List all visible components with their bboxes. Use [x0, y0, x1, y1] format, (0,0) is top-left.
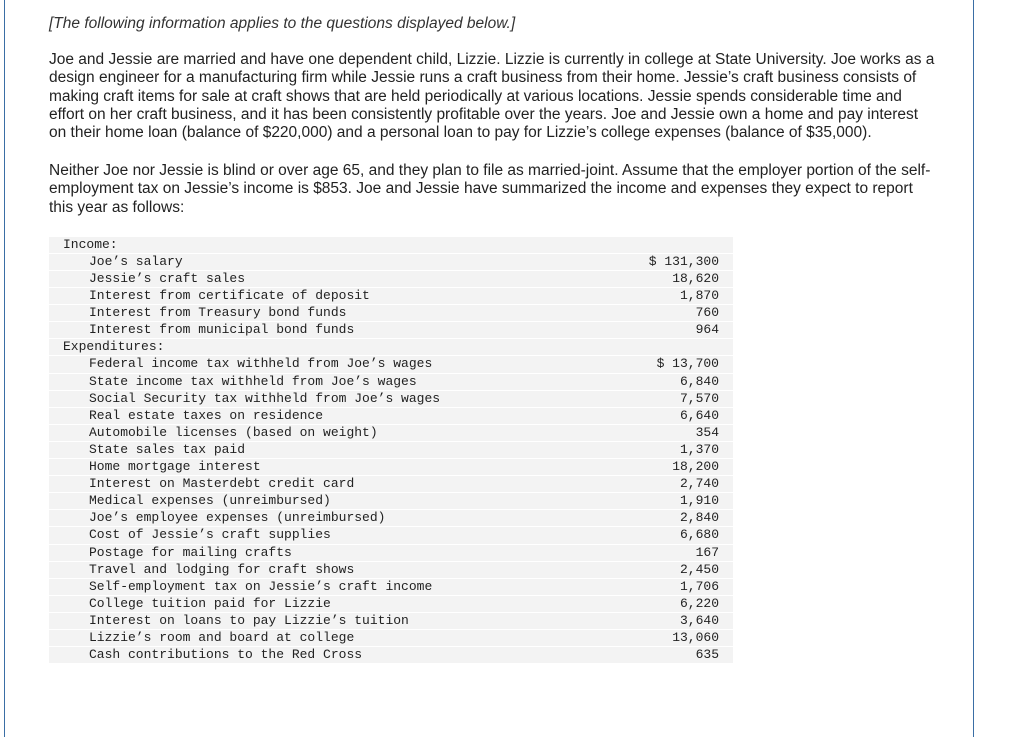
- table-row: [49, 595, 733, 612]
- table-row: [49, 561, 733, 578]
- row-label: Cost of Jessie’s craft supplies: [49, 527, 537, 544]
- table-row: [49, 253, 733, 270]
- table-row: [49, 578, 733, 595]
- row-amount: 1,706: [633, 578, 733, 595]
- row-label: Interest on loans to pay Lizzie’s tuition: [49, 612, 537, 629]
- table-row: [49, 271, 733, 288]
- row-amount: 18,620: [633, 271, 733, 288]
- row-amount: 2,840: [633, 510, 733, 527]
- row-amount: 6,840: [633, 373, 733, 390]
- question-content: [49, 15, 939, 664]
- row-label: State sales tax paid: [49, 441, 537, 458]
- row-amount: 6,640: [633, 407, 733, 424]
- row-amount: 2,740: [633, 476, 733, 493]
- table-row: [49, 390, 733, 407]
- table-row: [49, 629, 733, 646]
- row-amount: 167: [633, 544, 733, 561]
- income-heading-row: [49, 237, 733, 254]
- row-amount: 354: [633, 424, 733, 441]
- table-row: [49, 373, 733, 390]
- row-amount: 1,870: [633, 288, 733, 305]
- row-amount: 2,450: [633, 561, 733, 578]
- row-amount: 7,570: [633, 390, 733, 407]
- table-row: [49, 356, 733, 373]
- row-label: Joe’s employee expenses (unreimbursed): [49, 510, 537, 527]
- income-heading: Income:: [49, 237, 537, 254]
- expenditures-heading-row: [49, 339, 733, 356]
- table-row: [49, 527, 733, 544]
- row-label: Real estate taxes on residence: [49, 407, 537, 424]
- table-row: [49, 424, 733, 441]
- row-label: College tuition paid for Lizzie: [49, 595, 537, 612]
- table-row: [49, 544, 733, 561]
- row-label: Cash contributions to the Red Cross: [49, 647, 537, 664]
- row-amount: 964: [633, 322, 733, 339]
- table-row: [49, 510, 733, 527]
- row-amount: 18,200: [633, 459, 733, 476]
- table-row: [49, 647, 733, 664]
- row-label: Travel and lodging for craft shows: [49, 561, 537, 578]
- row-label: State income tax withheld from Joe’s wages: [49, 373, 537, 390]
- table-row: [49, 288, 733, 305]
- table-row: [49, 305, 733, 322]
- row-label: Lizzie’s room and board at college: [49, 629, 537, 646]
- expenditures-heading: Expenditures:: [49, 339, 537, 356]
- row-label: Interest from Treasury bond funds: [49, 305, 537, 322]
- table-row: [49, 459, 733, 476]
- row-amount: 1,370: [633, 441, 733, 458]
- row-amount: 3,640: [633, 612, 733, 629]
- row-amount: 6,220: [633, 595, 733, 612]
- row-amount: $ 13,700: [633, 356, 733, 373]
- row-label: Interest from municipal bond funds: [49, 322, 537, 339]
- row-label: Social Security tax withheld from Joe’s wages: [49, 390, 537, 407]
- filing-paragraph: Neither Joe nor Jessie is blind or over age 65, and they plan to file as married-joint. Assume that the employer portion of the self-employment tax on Jessie’s income is $853. Joe and Jessie have summarized the income and expenses they expect to report this year as follows:: [49, 162, 931, 216]
- row-label: Automobile licenses (based on weight): [49, 424, 537, 441]
- row-label: Joe’s salary: [49, 253, 537, 270]
- row-label: Federal income tax withheld from Joe’s wages: [49, 356, 537, 373]
- table-row: [49, 476, 733, 493]
- row-amount: 6,680: [633, 527, 733, 544]
- row-label: Home mortgage interest: [49, 459, 537, 476]
- intro-note: [The following information applies to the questions displayed below.]: [49, 15, 516, 32]
- table-row: [49, 322, 733, 339]
- table-row: [49, 612, 733, 629]
- table-row: [49, 407, 733, 424]
- row-amount: $ 131,300: [633, 253, 733, 270]
- row-label: Medical expenses (unreimbursed): [49, 493, 537, 510]
- row-label: Jessie’s craft sales: [49, 271, 537, 288]
- scenario-paragraph: Joe and Jessie are married and have one dependent child, Lizzie. Lizzie is currently in college at State University. Joe works as a design engineer for a manufacturing firm while Jessie runs a craft business from their home. Jessie’s craft business consists of making craft items for sale at craft shows that are held periodically at various locations. Jessie spends considerable time and effort on her craft business, and it has been consistently profitable over the years. Joe and Jessie own a home and pay interest on their home loan (balance of $220,000) and a personal loan to pay for Lizzie’s college expenses (balance of $35,000).: [49, 51, 935, 142]
- income-expenses-table: [49, 237, 733, 664]
- row-label: Interest on Masterdebt credit card: [49, 476, 537, 493]
- row-label: Self-employment tax on Jessie’s craft income: [49, 578, 537, 595]
- table-row: [49, 493, 733, 510]
- row-amount: 760: [633, 305, 733, 322]
- row-amount: 13,060: [633, 629, 733, 646]
- row-amount: 635: [633, 647, 733, 664]
- row-label: Interest from certificate of deposit: [49, 288, 537, 305]
- table-row: [49, 441, 733, 458]
- row-amount: 1,910: [633, 493, 733, 510]
- row-label: Postage for mailing crafts: [49, 544, 537, 561]
